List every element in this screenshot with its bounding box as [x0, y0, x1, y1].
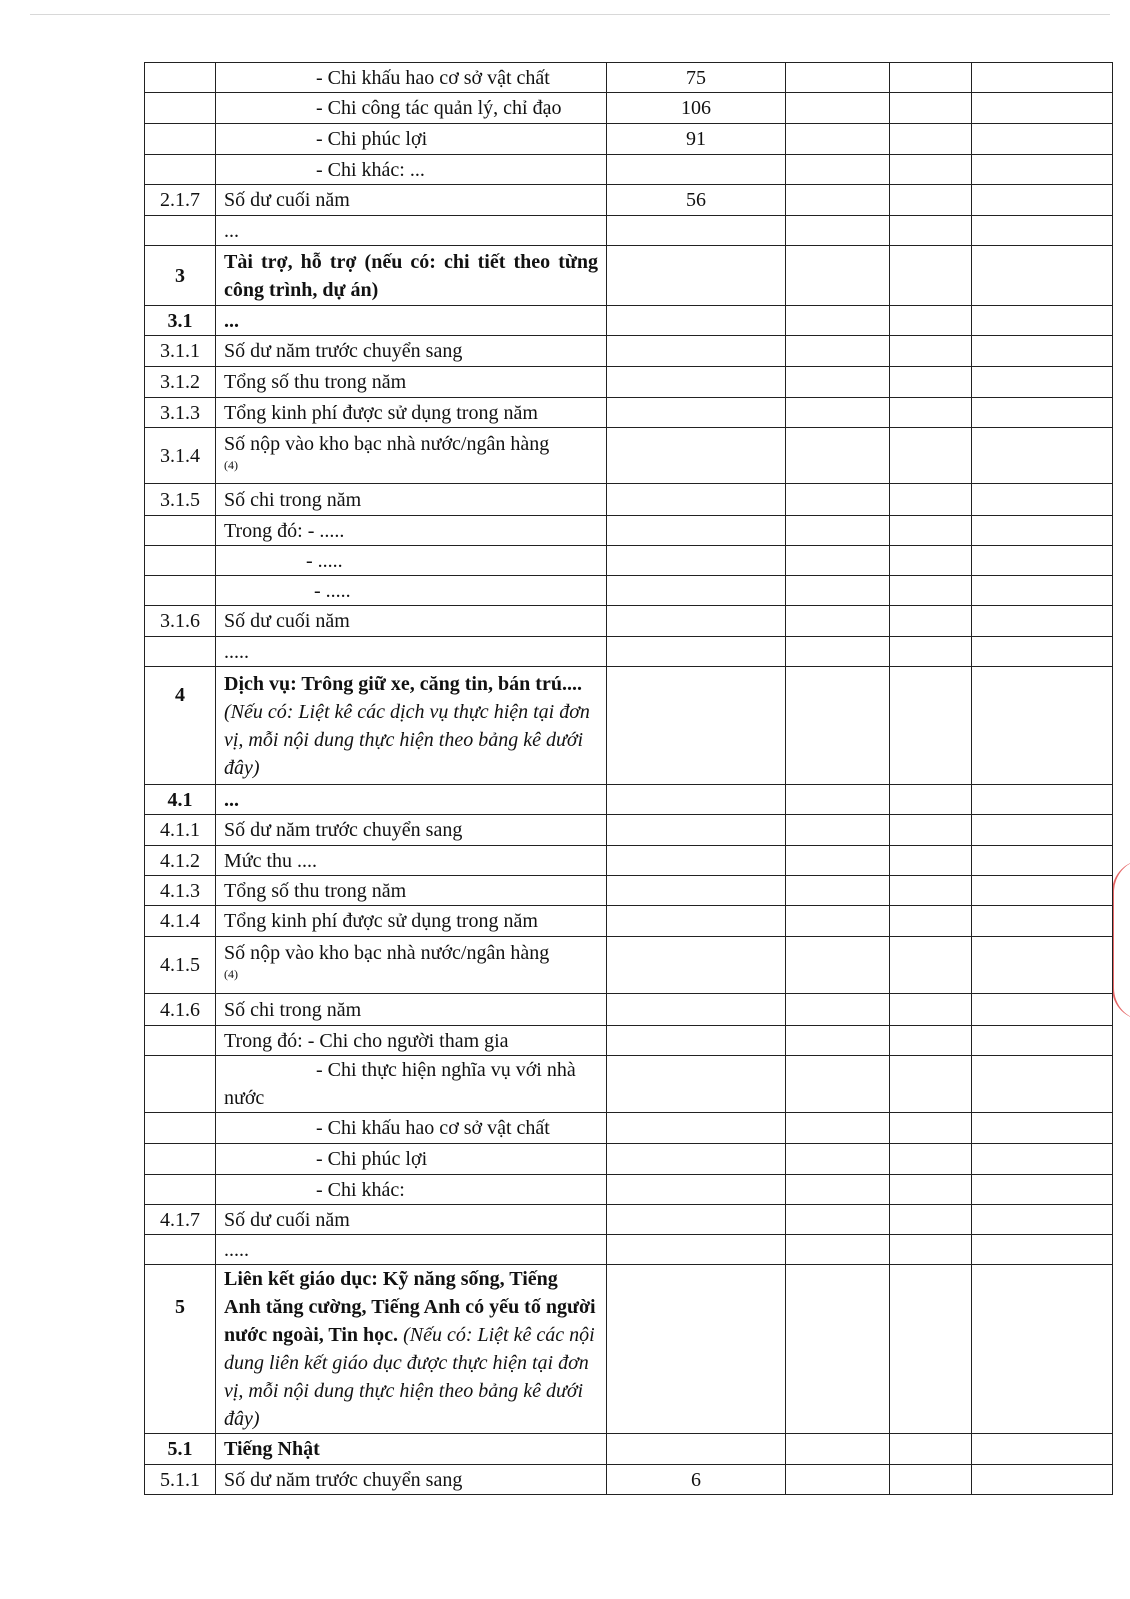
empty-cell [786, 815, 890, 846]
empty-cell [972, 216, 1113, 246]
empty-cell [786, 124, 890, 155]
empty-cell [972, 185, 1113, 216]
empty-cell [972, 906, 1113, 937]
empty-cell [972, 516, 1113, 546]
table-row [145, 246, 1113, 306]
table-row [145, 815, 1113, 846]
row-value: 75 [607, 63, 786, 93]
row-content: Số dư năm trước chuyển sang [216, 815, 607, 846]
row-content: Trong đó: - Chi cho người tham gia [216, 1026, 607, 1056]
empty-cell [786, 1434, 890, 1465]
row-number: 4.1.7 [145, 1205, 216, 1235]
section-title: Liên kết giáo dục: Kỹ năng sống, Tiếng Anh tăng cường, Tiếng Anh có yếu tố người nước ngoài, Tin học. (Nếu có: Liệt kê các nội dung liên kết giáo dục được thực hiện tại đơn vị, mỗi nội dung thực hiện theo bảng kê dưới đây) [216, 1265, 607, 1434]
empty-cell [890, 155, 972, 185]
empty-cell [786, 516, 890, 546]
row-value [607, 336, 786, 367]
empty-cell [972, 1026, 1113, 1056]
empty-cell [786, 785, 890, 815]
row-number: 4.1.5 [145, 937, 216, 994]
empty-cell [890, 815, 972, 846]
empty-cell [786, 484, 890, 516]
row-number: 4.1.2 [145, 846, 216, 876]
table-row [145, 428, 1113, 484]
row-number: 3.1.5 [145, 484, 216, 516]
empty-cell [972, 428, 1113, 484]
table-row [145, 667, 1113, 785]
row-value [607, 846, 786, 876]
row-value [607, 994, 786, 1026]
empty-cell [786, 606, 890, 637]
empty-cell [786, 93, 890, 124]
row-number: 5.1.1 [145, 1465, 216, 1495]
empty-cell [972, 576, 1113, 606]
empty-cell [890, 306, 972, 336]
empty-cell [890, 1235, 972, 1265]
row-value [607, 1026, 786, 1056]
row-value [607, 1205, 786, 1235]
empty-cell [890, 937, 972, 994]
row-content: Số dư cuối năm [216, 606, 607, 637]
empty-cell [972, 367, 1113, 398]
empty-cell [786, 1175, 890, 1205]
table-row [145, 63, 1113, 93]
empty-cell [972, 246, 1113, 306]
row-value [607, 637, 786, 667]
row-content: - Chi phúc lợi [216, 124, 607, 155]
row-content: Trong đó: - ..... [216, 516, 607, 546]
empty-cell [972, 1235, 1113, 1265]
section-number: 5 [145, 1265, 216, 1434]
empty-cell [786, 428, 890, 484]
row-value [607, 1235, 786, 1265]
row-content: - Chi phúc lợi [216, 1144, 607, 1175]
row-number: 4.1.4 [145, 906, 216, 937]
row-number: 3.1.1 [145, 336, 216, 367]
empty-cell [972, 336, 1113, 367]
page-top-line [30, 14, 1110, 15]
empty-cell [972, 546, 1113, 576]
row-number [145, 1026, 216, 1056]
table-row [145, 606, 1113, 637]
empty-cell [786, 63, 890, 93]
row-content: Tổng số thu trong năm [216, 876, 607, 906]
table-row [145, 1113, 1113, 1144]
empty-cell [972, 1265, 1113, 1434]
row-content: - Chi khác: [216, 1175, 607, 1205]
row-content: Mức thu .... [216, 846, 607, 876]
row-content: ..... [216, 637, 607, 667]
row-content: - ..... [216, 546, 607, 576]
row-content: - Chi khác: ... [216, 155, 607, 185]
empty-cell [786, 546, 890, 576]
row-value [607, 216, 786, 246]
empty-cell [890, 1265, 972, 1434]
table-row [145, 1235, 1113, 1265]
empty-cell [890, 93, 972, 124]
empty-cell [972, 155, 1113, 185]
empty-cell [786, 367, 890, 398]
table-row [145, 876, 1113, 906]
row-content: - Chi khấu hao cơ sở vật chất [216, 1113, 607, 1144]
empty-cell [786, 246, 890, 306]
row-value [607, 606, 786, 637]
row-content: Số chi trong năm [216, 994, 607, 1026]
row-number [145, 93, 216, 124]
table-row [145, 367, 1113, 398]
table-row [145, 576, 1113, 606]
empty-cell [972, 937, 1113, 994]
empty-cell [972, 667, 1113, 785]
empty-cell [786, 1265, 890, 1434]
row-value [607, 1113, 786, 1144]
table-row [145, 185, 1113, 216]
empty-cell [890, 1056, 972, 1113]
table-row [145, 484, 1113, 516]
empty-cell [786, 1113, 890, 1144]
row-number [145, 546, 216, 576]
row-value [607, 937, 786, 994]
empty-cell [890, 1026, 972, 1056]
row-value [607, 1175, 786, 1205]
empty-cell [890, 336, 972, 367]
red-stamp-fragment [1112, 860, 1130, 1020]
empty-cell [972, 93, 1113, 124]
empty-cell [972, 815, 1113, 846]
row-value [607, 815, 786, 846]
empty-cell [972, 876, 1113, 906]
empty-cell [890, 846, 972, 876]
row-number: 4.1.3 [145, 876, 216, 906]
section-title: Tài trợ, hỗ trợ (nếu có: chi tiết theo từng công trình, dự án) [216, 246, 607, 306]
subsection-number: 4.1 [145, 785, 216, 815]
empty-cell [972, 637, 1113, 667]
empty-cell [786, 185, 890, 216]
row-value: 6 [607, 1465, 786, 1495]
row-value [607, 1265, 786, 1434]
empty-cell [786, 306, 890, 336]
empty-cell [786, 876, 890, 906]
table-row [145, 937, 1113, 994]
row-content: Tổng kinh phí được sử dụng trong năm [216, 398, 607, 428]
row-value [607, 1056, 786, 1113]
row-value [607, 1144, 786, 1175]
empty-cell [786, 1235, 890, 1265]
empty-cell [890, 124, 972, 155]
empty-cell [786, 216, 890, 246]
row-content: Số chi trong năm [216, 484, 607, 516]
row-number [145, 1056, 216, 1113]
empty-cell [890, 1144, 972, 1175]
empty-cell [972, 1175, 1113, 1205]
table-row [145, 216, 1113, 246]
table-row [145, 785, 1113, 815]
section-number: 4 [145, 667, 216, 785]
row-number [145, 155, 216, 185]
empty-cell [972, 846, 1113, 876]
empty-cell [786, 994, 890, 1026]
empty-cell [890, 185, 972, 216]
empty-cell [890, 667, 972, 785]
table-row [145, 1205, 1113, 1235]
table-row [145, 1144, 1113, 1175]
row-number: 2.1.7 [145, 185, 216, 216]
row-content: - Chi thực hiện nghĩa vụ với nhà nước [216, 1056, 607, 1113]
empty-cell [786, 1144, 890, 1175]
subsection-number: 5.1 [145, 1434, 216, 1465]
row-content: Số dư cuối năm [216, 1205, 607, 1235]
table-row [145, 155, 1113, 185]
row-value [607, 484, 786, 516]
row-number: 3.1.4 [145, 428, 216, 484]
empty-cell [972, 63, 1113, 93]
footnote-ref: (4) [224, 458, 238, 472]
table-row [145, 1056, 1113, 1113]
empty-cell [972, 785, 1113, 815]
row-value [607, 1434, 786, 1465]
empty-cell [890, 546, 972, 576]
table-row [145, 516, 1113, 546]
empty-cell [972, 1465, 1113, 1495]
empty-cell [890, 398, 972, 428]
row-content: Số nộp vào kho bạc nhà nước/ngân hàng (4) [216, 937, 607, 994]
table-row [145, 1265, 1113, 1434]
table-row [145, 994, 1113, 1026]
row-content: Số nộp vào kho bạc nhà nước/ngân hàng (4) [216, 428, 607, 484]
row-value [607, 546, 786, 576]
empty-cell [786, 576, 890, 606]
table-row [145, 398, 1113, 428]
empty-cell [890, 1465, 972, 1495]
row-number [145, 124, 216, 155]
table-row [145, 306, 1113, 336]
empty-cell [890, 637, 972, 667]
row-number [145, 1235, 216, 1265]
empty-cell [786, 906, 890, 937]
row-content: ... [216, 306, 607, 336]
empty-cell [972, 306, 1113, 336]
empty-cell [786, 637, 890, 667]
empty-cell [890, 1113, 972, 1144]
row-number: 4.1.6 [145, 994, 216, 1026]
row-content: ... [216, 216, 607, 246]
row-number [145, 637, 216, 667]
table-row [145, 1175, 1113, 1205]
empty-cell [890, 428, 972, 484]
row-number [145, 1144, 216, 1175]
row-value [607, 155, 786, 185]
row-value: 56 [607, 185, 786, 216]
row-number [145, 576, 216, 606]
row-number: 3.1.6 [145, 606, 216, 637]
row-content: ..... [216, 1235, 607, 1265]
row-value [607, 398, 786, 428]
row-number: 3.1.3 [145, 398, 216, 428]
row-number: 3.1.2 [145, 367, 216, 398]
empty-cell [890, 246, 972, 306]
empty-cell [890, 484, 972, 516]
table-row [145, 637, 1113, 667]
empty-cell [972, 124, 1113, 155]
empty-cell [786, 667, 890, 785]
empty-cell [972, 484, 1113, 516]
empty-cell [972, 1205, 1113, 1235]
table-row [145, 1465, 1113, 1495]
empty-cell [972, 994, 1113, 1026]
empty-cell [786, 398, 890, 428]
subsection-number: 3.1 [145, 306, 216, 336]
table-row [145, 1434, 1113, 1465]
row-value [607, 576, 786, 606]
empty-cell [786, 1026, 890, 1056]
table-row [145, 93, 1113, 124]
row-value [607, 906, 786, 937]
table-row [145, 546, 1113, 576]
row-value [607, 428, 786, 484]
empty-cell [972, 606, 1113, 637]
table-row [145, 1026, 1113, 1056]
empty-cell [786, 155, 890, 185]
table-row [145, 846, 1113, 876]
empty-cell [890, 906, 972, 937]
empty-cell [890, 516, 972, 546]
empty-cell [890, 216, 972, 246]
section-title: Dịch vụ: Trông giữ xe, căng tin, bán trú.... (Nếu có: Liệt kê các dịch vụ thực hiện tại đơn vị, mỗi nội dung thực hiện theo bảng kê dưới đây) [216, 667, 607, 785]
empty-cell [890, 367, 972, 398]
row-number [145, 216, 216, 246]
empty-cell [890, 1205, 972, 1235]
empty-cell [890, 63, 972, 93]
table-row [145, 336, 1113, 367]
empty-cell [972, 398, 1113, 428]
empty-cell [786, 846, 890, 876]
row-content: Tổng số thu trong năm [216, 367, 607, 398]
row-content: Số dư năm trước chuyển sang [216, 1465, 607, 1495]
empty-cell [786, 1205, 890, 1235]
row-content: - Chi khấu hao cơ sở vật chất [216, 63, 607, 93]
row-value [607, 876, 786, 906]
row-value [607, 306, 786, 336]
empty-cell [786, 336, 890, 367]
table-row [145, 124, 1113, 155]
row-content: - Chi công tác quản lý, chỉ đạo [216, 93, 607, 124]
row-value [607, 667, 786, 785]
empty-cell [972, 1113, 1113, 1144]
row-content: Số dư năm trước chuyển sang [216, 336, 607, 367]
empty-cell [972, 1144, 1113, 1175]
row-content: Tổng kinh phí được sử dụng trong năm [216, 906, 607, 937]
section-note: (Nếu có: Liệt kê các nội dung liên kết giáo dục được thực hiện tại đơn vị, mỗi nội dung thực hiện theo bảng kê dưới đây) [224, 1324, 595, 1430]
row-number [145, 1175, 216, 1205]
row-content: Tiếng Nhật [216, 1434, 607, 1465]
row-number: 4.1.1 [145, 815, 216, 846]
empty-cell [972, 1434, 1113, 1465]
empty-cell [890, 785, 972, 815]
empty-cell [890, 876, 972, 906]
row-content: - ..... [216, 576, 607, 606]
finance-table [144, 62, 1113, 1495]
empty-cell [786, 1465, 890, 1495]
empty-cell [890, 576, 972, 606]
table-row [145, 906, 1113, 937]
row-number [145, 1113, 216, 1144]
empty-cell [890, 1434, 972, 1465]
empty-cell [786, 1056, 890, 1113]
row-content: ... [216, 785, 607, 815]
empty-cell [890, 606, 972, 637]
footnote-ref: (4) [224, 967, 238, 981]
row-number [145, 516, 216, 546]
empty-cell [890, 994, 972, 1026]
row-value [607, 246, 786, 306]
section-note: (Nếu có: Liệt kê các dịch vụ thực hiện tại đơn vị, mỗi nội dung thực hiện theo bảng kê dưới đây) [224, 700, 590, 779]
row-value: 106 [607, 93, 786, 124]
row-value [607, 367, 786, 398]
empty-cell [786, 937, 890, 994]
section-number: 3 [145, 246, 216, 306]
row-number [145, 63, 216, 93]
row-value [607, 516, 786, 546]
empty-cell [890, 1175, 972, 1205]
empty-cell [972, 1056, 1113, 1113]
row-content: Số dư cuối năm [216, 185, 607, 216]
row-value [607, 785, 786, 815]
row-value: 91 [607, 124, 786, 155]
